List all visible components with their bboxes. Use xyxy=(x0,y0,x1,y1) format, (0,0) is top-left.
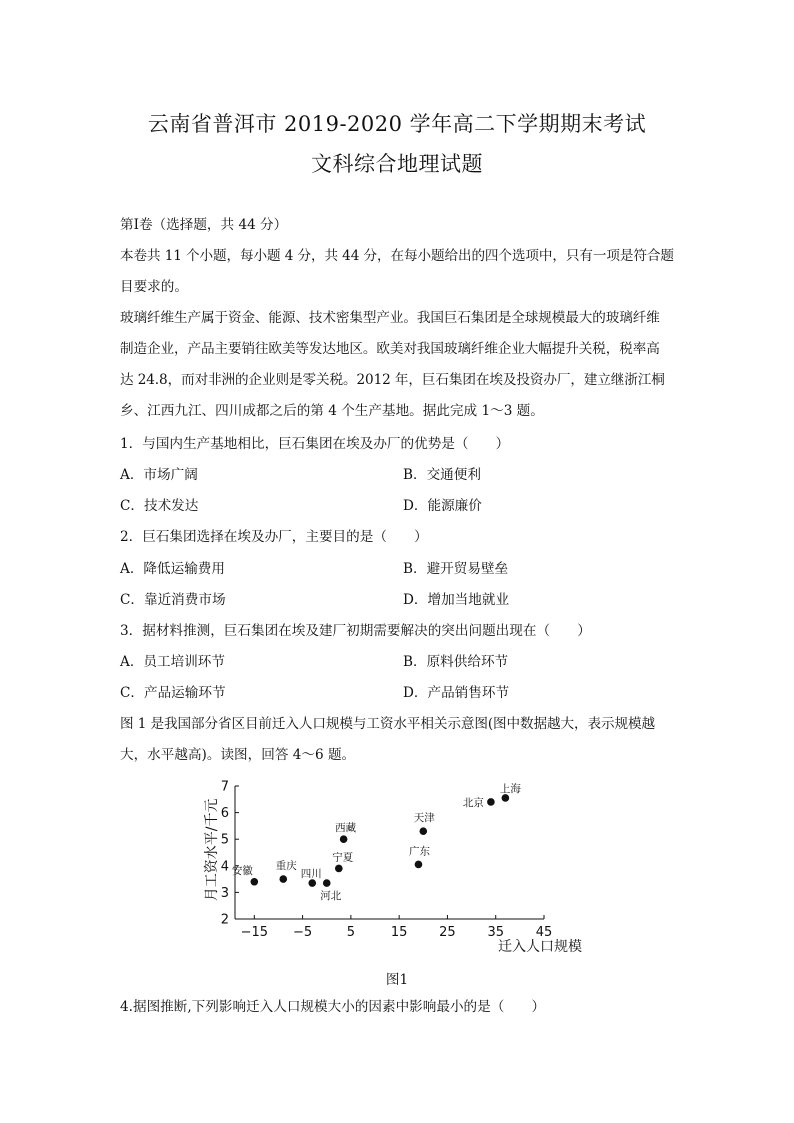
question-1-option-c: C．技术发达 xyxy=(120,498,199,514)
data-point xyxy=(502,794,510,802)
question-2-option-a: A．降低运输费用 xyxy=(120,561,225,577)
data-point xyxy=(323,879,331,887)
data-point xyxy=(415,861,423,869)
figure-intro-line-1: 图 1 是我国部分省区目前迁入人口规模与工资水平相关示意图(图中数据越大，表示规模越 xyxy=(120,716,655,732)
passage-line-4: 乡、江西九江、四川成都之后的第 4 个生产基地。据此完成 1～3 题。 xyxy=(120,403,544,419)
y-tick-label: 6 xyxy=(220,806,229,822)
data-point xyxy=(251,878,259,886)
point-label: 安徽 xyxy=(231,864,253,877)
point-label: 天津 xyxy=(413,812,435,825)
question-3-option-a: A．员工培训环节 xyxy=(120,654,225,670)
question-2-option-b: B．避开贸易壁垒 xyxy=(403,561,509,577)
x-tick-label: 5 xyxy=(346,925,356,940)
question-1-option-b: B．交通便利 xyxy=(403,467,481,483)
y-tick-label: 7 xyxy=(220,779,229,795)
instruction-line-2: 目要求的。 xyxy=(120,279,188,295)
scatter-chart xyxy=(190,770,610,960)
passage-line-3: 达 24.8，而对非洲的企业则是零关税。2012 年，巨石集团在埃及投资办厂，建立继浙江桐 xyxy=(120,372,665,388)
y-tick-label: 2 xyxy=(220,912,229,928)
x-tick-label: −15 xyxy=(240,925,269,940)
point-label: 北京 xyxy=(462,796,484,809)
exam-subtitle: 文科综合地理试题 xyxy=(311,152,483,176)
passage-line-2: 制造企业，产品主要销往欧美等发达地区。欧美对我国玻璃纤维企业大幅提升关税，税率高 xyxy=(120,341,660,357)
y-tick-label: 4 xyxy=(220,859,229,875)
point-label: 广东 xyxy=(408,845,430,858)
data-point xyxy=(279,875,287,883)
x-tick-label: 15 xyxy=(390,925,408,940)
data-point xyxy=(308,879,316,887)
figure-caption: 图1 xyxy=(385,972,409,988)
section-heading: 第Ⅰ卷（选择题，共 44 分） xyxy=(120,217,288,233)
figure-intro-line-2: 大，水平越高)。读图，回答 4～6 题。 xyxy=(120,747,356,763)
data-point xyxy=(340,835,348,843)
y-tick-label: 5 xyxy=(220,832,229,848)
y-axis-label: 月工资水平/千元 xyxy=(204,798,220,902)
exam-title: 云南省普洱市 2019-2020 学年高二下学期期末考试 xyxy=(147,112,647,136)
data-point xyxy=(487,798,495,806)
point-label: 重庆 xyxy=(275,860,297,873)
x-axis-label: 迁入人口规模 xyxy=(498,939,582,955)
data-point xyxy=(419,827,427,835)
question-3-option-b: B．原料供给环节 xyxy=(403,654,509,670)
question-3-option-c: C．产品运输环节 xyxy=(120,685,226,701)
x-tick-label: 45 xyxy=(535,925,553,940)
question-3-stem: 3．据材料推测，巨石集团在埃及建厂初期需要解决的突出问题出现在（ ） xyxy=(120,623,591,639)
chart-marks xyxy=(232,782,522,902)
point-label: 四川 xyxy=(300,868,322,881)
point-label: 宁夏 xyxy=(332,851,354,864)
x-tick-label: 35 xyxy=(487,925,504,940)
question-2-option-d: D．增加当地就业 xyxy=(403,592,510,608)
question-2-option-c: C．靠近消费市场 xyxy=(120,592,226,608)
question-4-stem: 4.据图推断,下列影响迁入人口规模大小的因素中影响最小的是（ ） xyxy=(120,999,546,1015)
point-label: 河北 xyxy=(320,890,342,903)
point-label: 上海 xyxy=(499,782,521,795)
question-1-stem: 1．与国内生产基地相比，巨石集团在埃及办厂的优势是（ ） xyxy=(120,436,510,452)
data-point xyxy=(335,865,343,873)
instruction-line-1: 本卷共 11 个小题，每小题 4 分，共 44 分，在每小题给出的四个选项中，只有一项是符合题 xyxy=(120,248,674,264)
question-2-stem: 2．巨石集团选择在埃及办厂，主要目的是（ ） xyxy=(120,529,428,545)
question-3-option-d: D．产品销售环节 xyxy=(403,685,510,701)
passage-line-1: 玻璃纤维生产属于资金、能源、技术密集型产业。我国巨石集团是全球规模最大的玻璃纤维 xyxy=(120,310,660,326)
x-tick-label: −5 xyxy=(293,925,313,940)
question-1-option-d: D．能源廉价 xyxy=(403,498,482,514)
question-1-option-a: A．市场广阔 xyxy=(120,467,198,483)
x-tick-label: 25 xyxy=(439,925,456,940)
chart-axes xyxy=(203,780,582,956)
point-label: 西藏 xyxy=(335,822,357,835)
y-tick-label: 3 xyxy=(220,885,229,901)
